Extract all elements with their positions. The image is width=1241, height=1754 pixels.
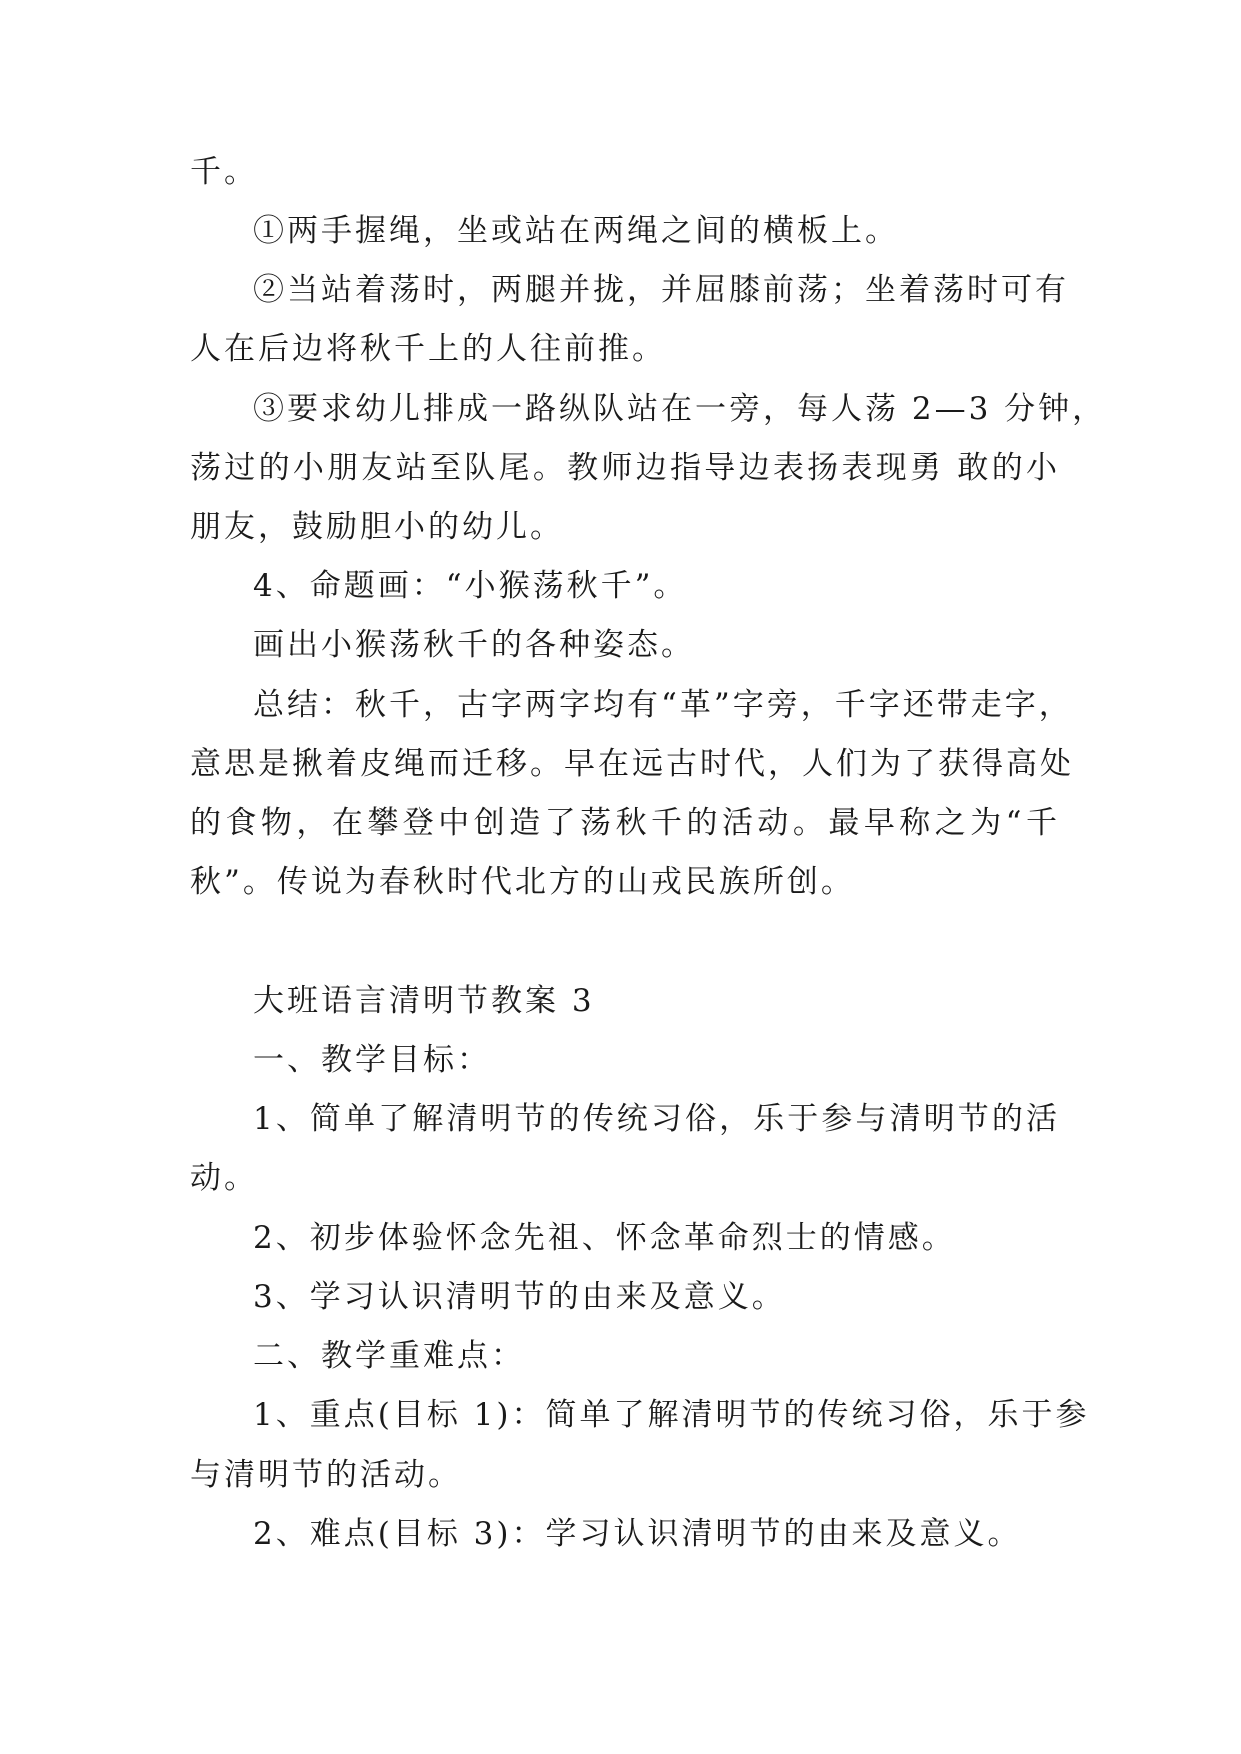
text-line: ③要求幼儿排成一路纵队站在一旁，每人荡 2—3 分钟， [253,391,1107,427]
heading: 一、教学目标： [253,1042,491,1078]
text-line: 1、简单了解清明节的传统习俗，乐于参与清明节的活 [253,1101,1060,1137]
text-line: 的食物，在攀登中创造了荡秋千的活动。最早称之为“千 [190,805,1060,841]
heading: 二、教学重难点： [253,1338,525,1374]
section-title: 大班语言清明节教案 3 [253,983,595,1019]
text-line: 千。 [190,154,258,190]
text-line: ②当站着荡时，两腿并拢，并屈膝前荡；坐着荡时可有 [253,272,1069,308]
text-line: 意思是揪着皮绳而迁移。早在远古时代，人们为了获得高处 [190,746,1074,782]
text-line: 2、初步体验怀念先祖、怀念革命烈士的情感。 [253,1220,956,1256]
text-line: 朋友，鼓励胆小的幼儿。 [190,509,564,545]
text-line: 动。 [190,1160,258,1196]
text-line: 4、命题画：“小猴荡秋千”。 [253,568,688,604]
text-line: 荡过的小朋友站至队尾。教师边指导边表扬表现勇 敢的小 [190,450,1060,486]
text-line: 人在后边将秋千上的人往前推。 [190,331,666,367]
text-line: 画出小猴荡秋千的各种姿态。 [253,627,695,663]
text-line: 2、难点(目标 3)：学习认识清明节的由来及意义。 [253,1516,1022,1552]
text-line: 与清明节的活动。 [190,1457,462,1493]
text-line: 1、重点(目标 1)：简单了解清明节的传统习俗，乐于参 [253,1397,1090,1433]
text-line: ①两手握绳，坐或站在两绳之间的横板上。 [253,213,899,249]
text-line: 3、学习认识清明节的由来及意义。 [253,1279,786,1315]
text-line: 秋”。传说为春秋时代北方的山戎民族所创。 [190,864,855,900]
text-line: 总结：秋千，古字两字均有“革”字旁，千字还带走字， [253,687,1073,723]
